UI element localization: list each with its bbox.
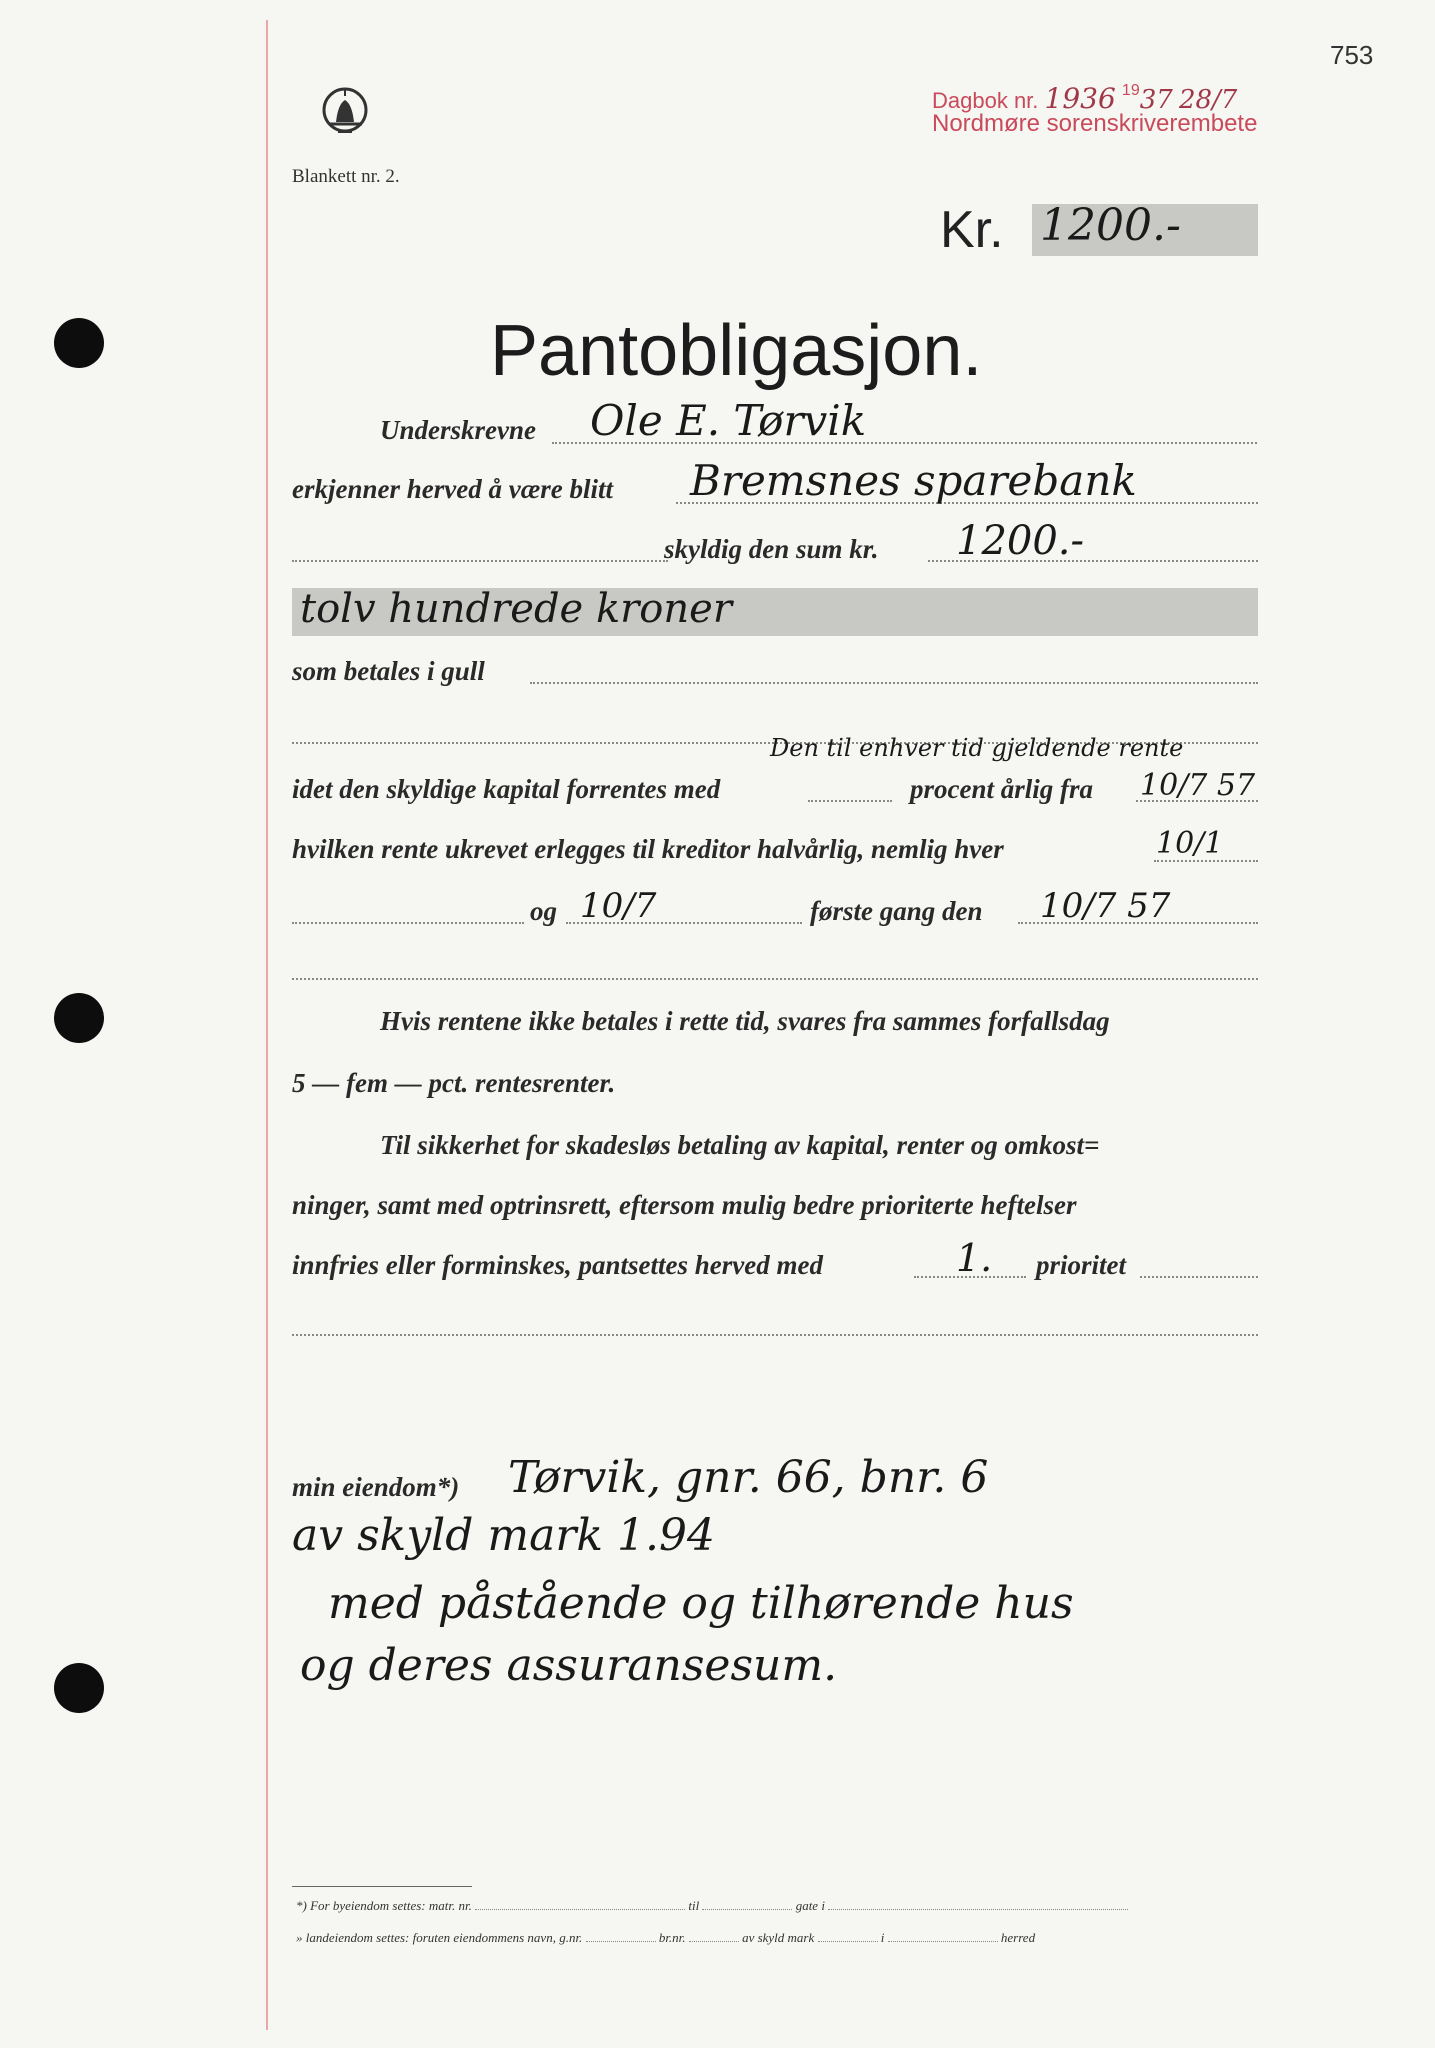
punch-hole-bottom <box>54 1663 104 1713</box>
kapital-label: idet den skyldige kapital forrentes med <box>292 774 721 804</box>
eiendom-line3: med påstående og tilhørende hus <box>328 1578 1074 1629</box>
footnote-landeiendom: » landeiendom settes: foruten eiendommens navn, g.nr. <box>296 1930 583 1945</box>
page-number: 753 <box>1330 40 1374 70</box>
dagbok-date: 28/7 <box>1178 85 1238 115</box>
paragraph-sikkerhet-line1: Til sikkerhet for skadesløs betaling av kapital, renter og omkost= <box>380 1130 1100 1160</box>
forste-label: første gang den <box>810 896 983 926</box>
underskrevne-label: Underskrevne <box>380 415 536 445</box>
office-stamp: Nordmøre sorenskriverembete <box>932 110 1258 137</box>
eiendom-line4: og deres assuransesum. <box>300 1640 838 1691</box>
erkjenner-value: Bremsnes sparebank <box>690 456 1137 505</box>
skyldig-label: skyldig den sum kr. <box>664 534 879 564</box>
footnote-line2 <box>296 1930 1035 1946</box>
underskrevne-value: Ole E. Tørvik <box>590 396 867 445</box>
footnote-herred: herred <box>1000 1930 1036 1945</box>
footnote-byeiendom: *) For byeiendom settes: matr. nr. <box>296 1898 472 1913</box>
footnote-gate: gate i <box>795 1898 825 1913</box>
eiendom-line2: av skyld mark 1.94 <box>292 1510 716 1561</box>
red-margin-line <box>266 20 268 2030</box>
amount-label: Kr. <box>940 201 1004 259</box>
paragraph-renter-line2: 5 — fem — pct. rentesrenter. <box>292 1068 616 1098</box>
skyldig-value: 1200.- <box>956 518 1085 564</box>
eiendom-line1: Tørvik, gnr. 66, bnr. 6 <box>508 1452 989 1503</box>
og-label: og <box>530 896 557 926</box>
punch-hole-middle <box>54 993 104 1043</box>
dagbok-year: 37 <box>1139 85 1173 115</box>
forste-value: 10/7 57 <box>1040 886 1171 926</box>
prioritet-trailing-line <box>1140 1276 1258 1278</box>
skyldig-leading-line <box>292 560 668 562</box>
eiendom-label: min eiendom*) <box>292 1472 460 1502</box>
prioritet-label: prioritet <box>1036 1250 1127 1280</box>
gull-line <box>530 682 1258 684</box>
prioritet-value: 1. <box>956 1236 993 1280</box>
paragraph-sikkerhet-line3: innfries eller forminskes, pantsettes herved med <box>292 1250 823 1280</box>
footnote-i: i <box>880 1930 885 1945</box>
amount-value: 1200.- <box>1040 200 1181 251</box>
footnote-til: til <box>688 1898 700 1913</box>
footnote-line1 <box>296 1898 1128 1914</box>
paragraph-sikkerhet-line2: ninger, samt med optrinsrett, eftersom mulig bedre prioriterte heftelser <box>292 1190 1077 1220</box>
halvarlig-label: hvilken rente ukrevet erlegges til kreditor halvårlig, nemlig hver <box>292 834 1004 864</box>
footnote-rule <box>292 1886 472 1887</box>
rente-note: Den til enhver tid gjeldende rente <box>770 734 1184 762</box>
bell-logo-icon <box>318 82 372 147</box>
dagbok-number: 1936 <box>1044 82 1116 115</box>
footnote-skyld: av skyld mark <box>742 1930 815 1945</box>
erkjenner-label: erkjenner herved å være blitt <box>292 474 613 504</box>
gull-label: som betales i gull <box>292 656 485 686</box>
halvarlig-value: 10/1 <box>1156 826 1224 861</box>
form-number: Blankett nr. 2. <box>292 166 400 187</box>
footnote-brnr: br.nr. <box>658 1930 686 1945</box>
og-leading-line <box>292 922 524 924</box>
dagbok-label: Dagbok nr. <box>932 88 1039 113</box>
procent-label: procent årlig fra <box>910 774 1094 804</box>
kapital-rate-line <box>808 800 892 802</box>
dagbok-year-prefix: 19 <box>1121 82 1140 99</box>
procent-from-value: 10/7 57 <box>1140 768 1256 803</box>
blank-line-2 <box>292 978 1258 980</box>
og-value: 10/7 <box>580 886 657 926</box>
punch-hole-top <box>54 318 104 368</box>
page-title: Pantobligasjon. <box>490 311 983 391</box>
amount-words: tolv hundrede kroner <box>300 586 732 632</box>
blank-line-3 <box>292 1334 1258 1336</box>
paragraph-renter-line1: Hvis rentene ikke betales i rette tid, svares fra sammes forfallsdag <box>380 1006 1110 1036</box>
